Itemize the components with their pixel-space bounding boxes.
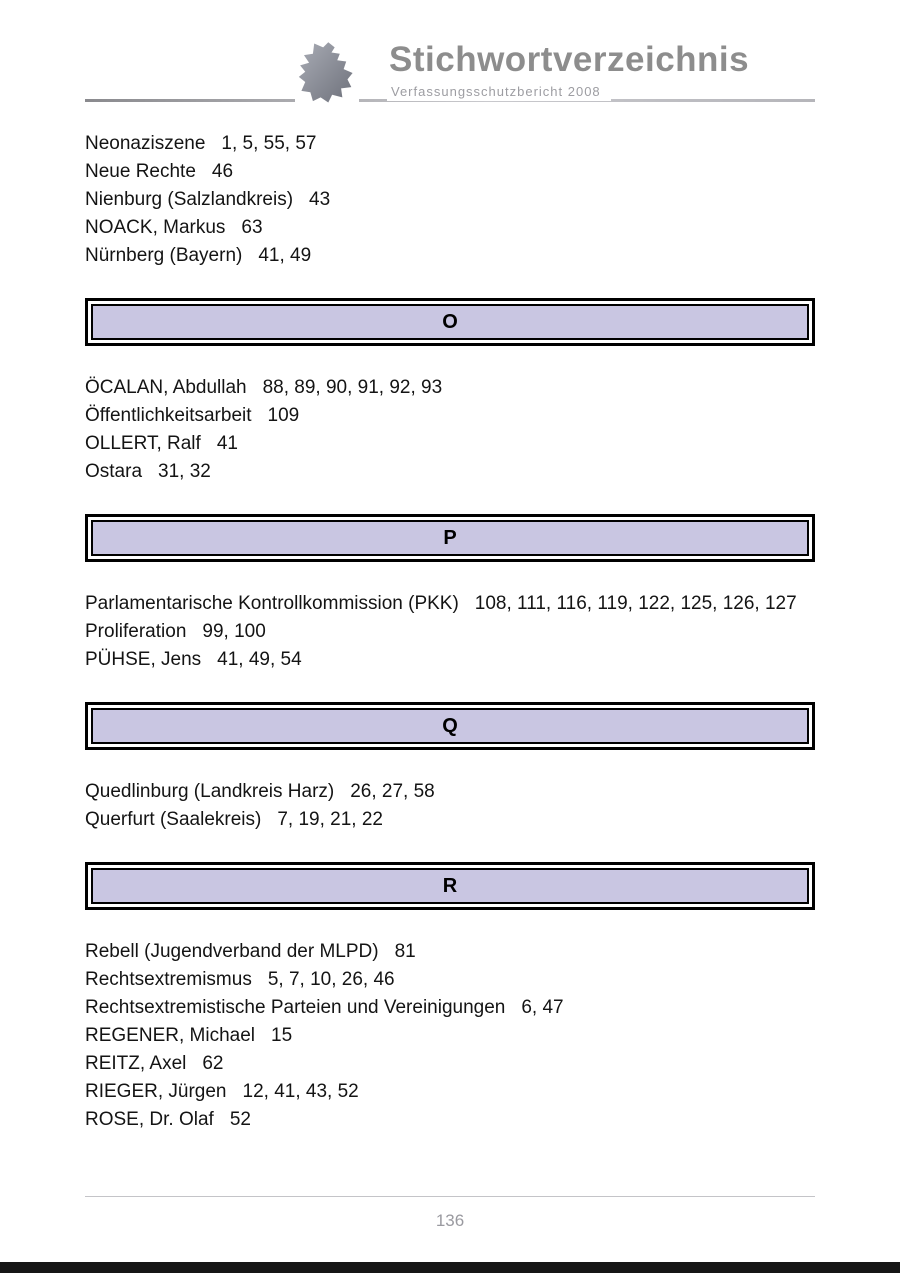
entry-pages: 99, 100: [202, 621, 266, 642]
entry-term: Nienburg (Salzlandkreis): [85, 189, 294, 210]
entry-term: ROSE, Dr. Olaf: [85, 1109, 214, 1130]
entry-term: Öffentlichkeitsarbeit: [85, 405, 252, 426]
page-bottom-edge: [0, 1262, 900, 1273]
index-entry: [85, 458, 815, 486]
index-entry: [85, 242, 815, 270]
entry-pages: 31, 32: [158, 461, 211, 482]
entry-term: Rechtsextremistische Parteien und Vereinigungen: [85, 997, 506, 1018]
entry-group: [85, 778, 815, 834]
entry-pages: 81: [394, 941, 416, 962]
index-entry: [85, 402, 815, 430]
index-entry: [85, 1106, 815, 1134]
index-entry: [85, 994, 815, 1022]
entry-term: Nürnberg (Bayern): [85, 245, 243, 266]
saxony-anhalt-map-icon: [295, 40, 359, 106]
index-sections: [85, 130, 815, 1134]
entry-term: RIEGER, Jürgen: [85, 1081, 227, 1102]
entry-pages: 1, 5, 55, 57: [221, 133, 317, 154]
page-header: [85, 30, 815, 102]
entry-term: Rebell (Jugendverband der MLPD): [85, 941, 379, 962]
page-title: Stichwortverzeichnis: [385, 40, 759, 82]
entry-term: Quedlinburg (Landkreis Harz): [85, 781, 335, 802]
entry-term: Rechtsextremismus: [85, 969, 252, 990]
entry-term: NOACK, Markus: [85, 217, 226, 238]
entry-pages: 63: [241, 217, 263, 238]
index-entry: [85, 1078, 815, 1106]
section-banner-p: [85, 514, 815, 562]
index-entry: [85, 374, 815, 402]
index-entry: [85, 1050, 815, 1078]
entry-pages: 88, 89, 90, 91, 92, 93: [262, 377, 443, 398]
index-entry: [85, 618, 815, 646]
entry-group: [85, 374, 815, 486]
index-entry: [85, 806, 815, 834]
index-entry: [85, 214, 815, 242]
entry-group: [85, 590, 815, 674]
page-number: 136: [435, 1211, 465, 1230]
index-entry: [85, 130, 815, 158]
index-entry: [85, 966, 815, 994]
entry-pages: 15: [271, 1025, 293, 1046]
index-entry: [85, 590, 815, 618]
entry-term: Querfurt (Saalekreis): [85, 809, 262, 830]
entry-pages: 46: [211, 161, 234, 182]
entry-pages: 41, 49: [258, 245, 312, 266]
section-letter: P: [91, 520, 809, 556]
entry-pages: 41: [216, 433, 238, 454]
entry-group: [85, 938, 815, 1134]
section-letter: Q: [91, 708, 809, 744]
entry-term: Neue Rechte: [85, 161, 196, 182]
index-entry: [85, 778, 815, 806]
index-entry: [85, 158, 815, 186]
page-subtitle: Verfassungsschutzbericht 2008: [387, 84, 611, 101]
entry-pages: 62: [202, 1053, 224, 1074]
section-banner-r: [85, 862, 815, 910]
entry-term: Ostara: [85, 461, 143, 482]
entry-pages: 52: [229, 1109, 251, 1130]
entry-pages: 7, 19, 21, 22: [277, 809, 383, 830]
entry-group: [85, 130, 815, 270]
entry-term: OLLERT, Ralf: [85, 433, 201, 454]
entry-pages: 6, 47: [521, 997, 564, 1018]
entry-pages: 41, 49, 54: [217, 649, 302, 670]
section-banner-q: [85, 702, 815, 750]
entry-pages: 109: [267, 405, 300, 426]
entry-term: REGENER, Michael: [85, 1025, 255, 1046]
section-banner-o: [85, 298, 815, 346]
entry-term: REITZ, Axel: [85, 1053, 187, 1074]
entry-term: PÜHSE, Jens: [85, 649, 202, 670]
page-footer: [85, 1196, 815, 1231]
entry-term: Neonaziszene: [85, 133, 206, 154]
index-entry: [85, 1022, 815, 1050]
index-entry: [85, 430, 815, 458]
entry-term: ÖCALAN, Abdullah: [85, 377, 247, 398]
entry-term: Parlamentarische Kontrollkommission (PKK): [85, 593, 459, 614]
entry-pages: 26, 27, 58: [350, 781, 435, 802]
entry-pages: 12, 41, 43, 52: [242, 1081, 359, 1102]
section-letter: O: [91, 304, 809, 340]
section-letter: R: [91, 868, 809, 904]
index-entry: [85, 938, 815, 966]
entry-pages: 5, 7, 10, 26, 46: [267, 969, 395, 990]
entry-pages: 108, 111, 116, 119, 122, 125, 126, 127: [474, 593, 797, 614]
footer-divider: [85, 1196, 815, 1197]
index-entry: [85, 186, 815, 214]
entry-pages: 43: [309, 189, 331, 210]
index-entry: [85, 646, 815, 674]
entry-term: Proliferation: [85, 621, 187, 642]
